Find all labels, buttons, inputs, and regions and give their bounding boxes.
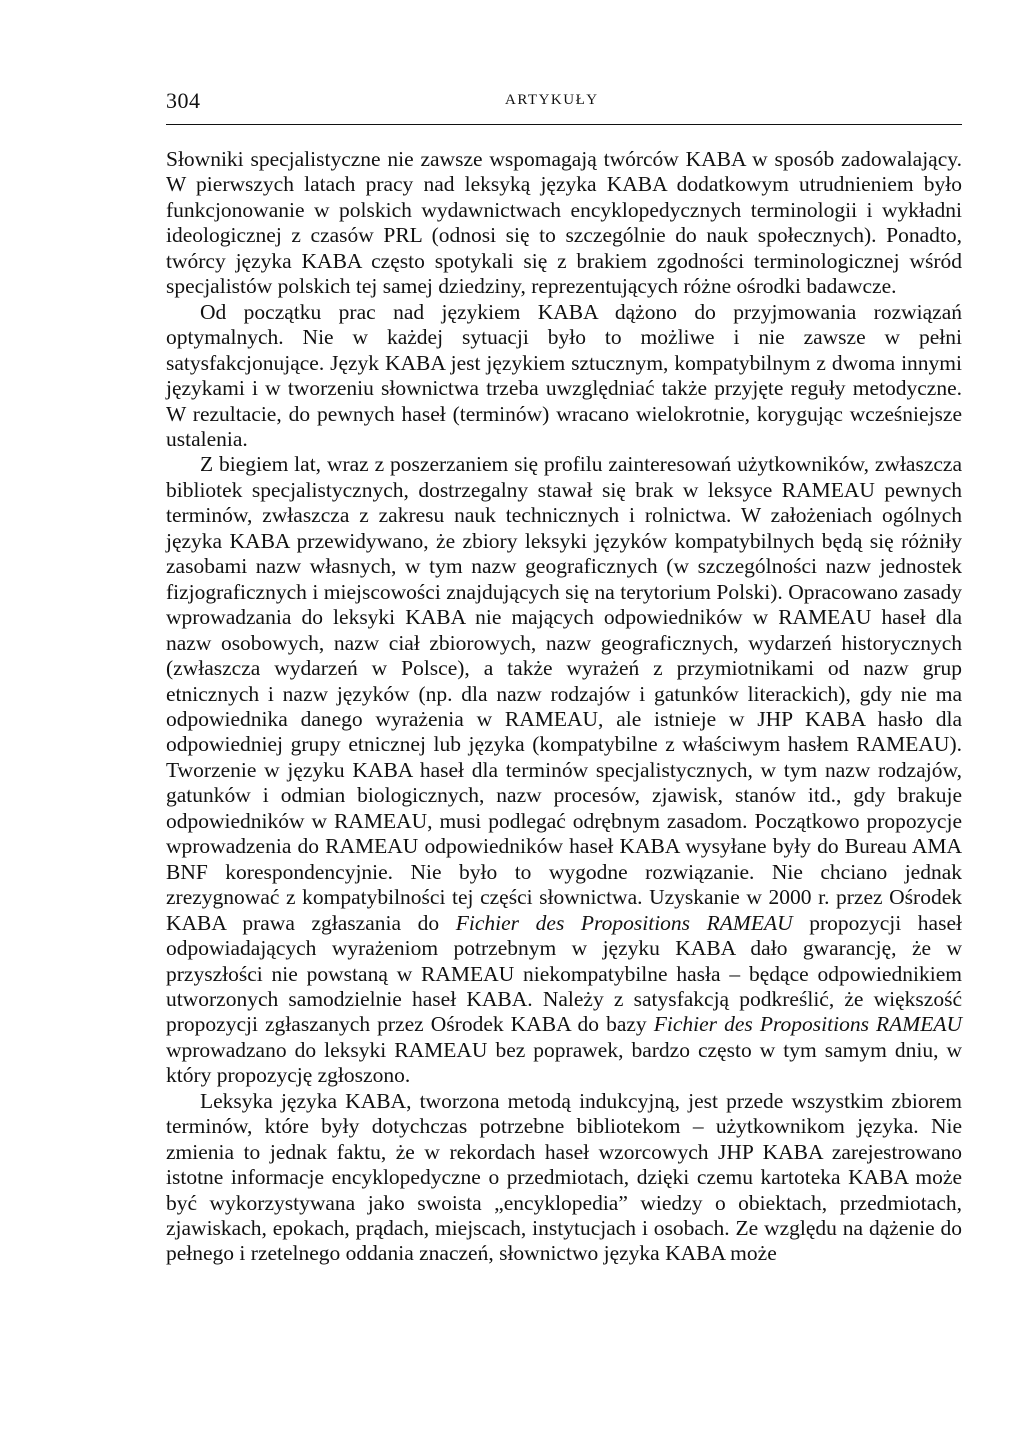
page-number: 304	[166, 88, 201, 113]
paragraph-3-continuation-1: propozycji haseł odpowiadających wyrażeniom potrzebnym w języku KABA dało gwarancję, że w przyszłości nie powstaną w RAMEAU niekompatybilne hasła – będące odpowiednikiem utworzonych samodzielnie haseł KABA. Należy z satysfakcją podkreślić, że większość propozycji zgłaszanych przez Ośrodek KABA do bazy	[166, 910, 962, 1037]
article-body	[166, 147, 962, 1267]
fichier-title-1: Fichier des Propositions RAMEAU	[455, 910, 793, 935]
paragraph-3-continuation-2: wprowadzano do leksyki RAMEAU bez poprawek, bardzo często w tym samym dniu, w który propozycję zgłoszono.	[166, 1037, 962, 1088]
paragraph-1: Słowniki specjalistyczne nie zawsze wspomagają twórców KABA w sposób zadowalający. W pierwszych latach pracy nad leksyką języka KABA dodatkowym utrudnieniem było funkcjonowanie w polskich wydawnictwach encyklopedycznych terminologii i wykładni ideologicznej z czasów PRL (odnosi się to szczególnie do nauk społecznych). Ponadto, twórcy języka KABA często spotykali się z brakiem zgodności terminologicznej wśród specjalistów polskich tej samej dziedziny, reprezentujących różne ośrodki badawcze.	[166, 147, 962, 299]
page-header	[166, 86, 962, 125]
fichier-title-2: Fichier des Propositions RAMEAU	[653, 1012, 962, 1037]
paragraph-3-text: Z biegiem lat, wraz z poszerzaniem się profilu zainteresowań użytkowników, zwłaszcza bibliotek specjalistycznych, dostrzegalny stawał się brak w leksyce RAMEAU pewnych terminów, zwłaszcza z zakresu nauk technicznych i rolnictwa. W założeniach ogólnych języka KABA przewidywano, że zbiory leksyki języków kompatybilnych będą się różniły zasobami nazw własnych, w tym nazw geograficznych (w szczególności nazw jednostek fizjograficznych i miejscowości znajdujących się na terytorium Polski). Opracowano zasady wprowadzania do leksyki KABA nie mających odpowiedników w RAMEAU haseł dla nazw osobowych, nazw ciał zbiorowych, nazw geograficznych, wydarzeń historycznych (zwłaszcza wydarzeń w Polsce), a także wyrażeń z przymiotnikami od nazw grup etnicznych i nazw języków (np. dla nazw rodzajów i gatunków literackich), gdy nie ma odpowiednika danego wyrażenia w RAMEAU, ale istnieje w JHP KABA hasło dla odpowiedniej grupy etnicznej lub języka (kompatybilne z właściwym hasłem RAMEAU). Tworzenie w języku KABA haseł dla terminów specjalistycznych, w tym nazw rodzajów, gatunków i odmian biologicznych, nazw procesów, zjawisk, stanów itd., gdy brakuje odpowiedników w RAMEAU, musi podlegać odrębnym zasadom. Początkowo propozycje wprowadzenia do RAMEAU odpowiedników haseł KABA wysyłane były do Bureau AMA BNF korespondencyjnie. Nie było to wygodne rozwiązanie. Nie chciano jednak zrezygnować z kompatybilności tej części słownictwa. Uzyskanie w 2000 r. przez Ośrodek KABA prawa zgłaszania do	[166, 452, 962, 935]
running-head: ARTYKUŁY	[505, 92, 599, 108]
document-page	[166, 86, 962, 1267]
paragraph-4: Leksyka języka KABA, tworzona metodą indukcyjną, jest przede wszystkim zbiorem terminów, które były dotychczas potrzebne bibliotekom – użytkownikom języka. Nie zmienia to jednak faktu, że w rekordach haseł wzorcowych JHP KABA zarejestrowano istotne informacje encyklopedyczne o przedmiotach, dzięki czemu kartoteka KABA może być wykorzystywana jako swoista „encyklopedia” wiedzy o obiektach, przedmiotach, zjawiskach, epokach, prądach, miejscach, instytucjach i osobach. Ze względu na dążenie do pełnego i rzetelnego oddania znaczeń, słownictwo języka KABA może	[166, 1088, 962, 1266]
paragraph-3	[166, 452, 962, 1088]
paragraph-2: Od początku prac nad językiem KABA dążono do przyjmowania rozwiązań optymalnych. Nie w każdej sytuacji było to możliwe i nie zawsze w pełni satysfakcjonujące. Język KABA jest językiem sztucznym, kompatybilnym z dwoma innymi językami i w tworzeniu słownictwa trzeba uwzględniać także przyjęte reguły metodyczne. W rezultacie, do pewnych haseł (terminów) wracano wielokrotnie, korygując wcześniejsze ustalenia.	[166, 299, 962, 451]
